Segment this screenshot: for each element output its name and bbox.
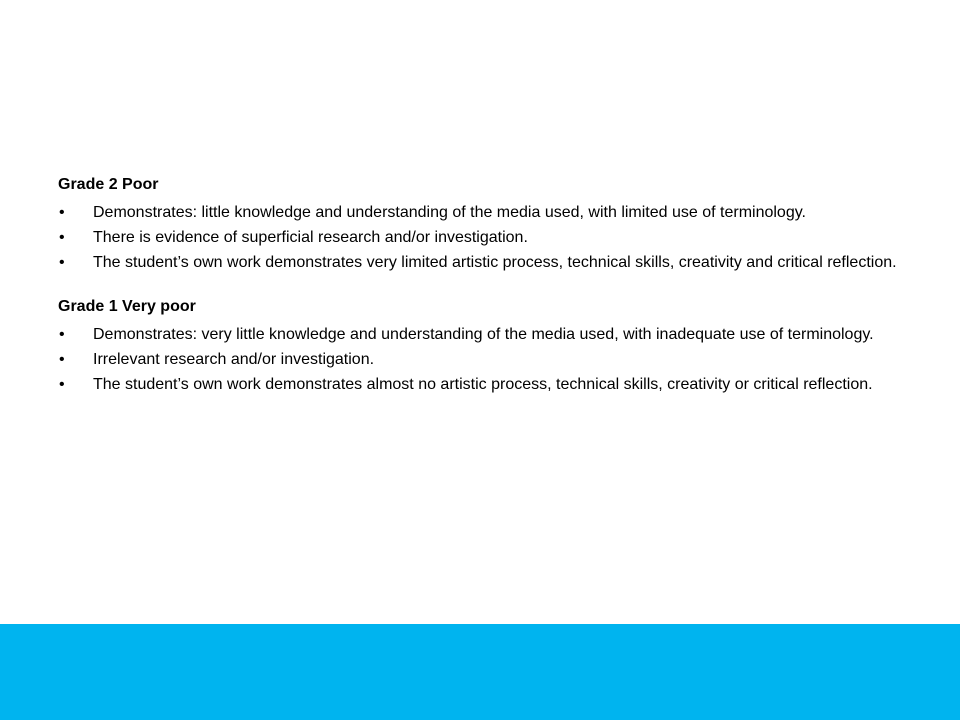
bullet-item — [58, 202, 918, 224]
bullet-icon: • — [59, 254, 65, 271]
bullet-item — [58, 374, 918, 396]
grade-1-bullet-list — [58, 324, 918, 396]
bullet-item — [58, 227, 918, 249]
grade-2-heading: Grade 2 Poor — [58, 176, 159, 193]
grade-1-section — [58, 296, 918, 396]
grade-2-section — [58, 174, 918, 274]
bullet-icon: • — [59, 229, 65, 246]
grade-2-bullet-list — [58, 202, 918, 274]
slide-content — [58, 174, 918, 399]
bullet-icon: • — [59, 351, 65, 368]
bullet-text: Demonstrates: little knowledge and understanding of the media used, with limited use of terminology. — [93, 204, 806, 221]
bullet-text: Demonstrates: very little knowledge and understanding of the media used, with inadequate use of terminology. — [93, 326, 874, 343]
bullet-text: There is evidence of superficial research and/or investigation. — [93, 229, 528, 246]
bullet-item — [58, 324, 918, 346]
bullet-icon: • — [59, 204, 65, 221]
bullet-icon: • — [59, 376, 65, 393]
bullet-item — [58, 349, 918, 371]
footer-bar — [0, 624, 960, 720]
bullet-item — [58, 252, 918, 274]
bullet-icon: • — [59, 326, 65, 343]
bullet-text: Irrelevant research and/or investigation. — [93, 351, 375, 368]
grade-1-heading: Grade 1 Very poor — [58, 298, 196, 315]
bullet-text: The student’s own work demonstrates almost no artistic process, technical skills, creativity or critical reflection. — [93, 376, 873, 393]
bullet-text: The student’s own work demonstrates very limited artistic process, technical skills, creativity and critical reflection. — [93, 254, 897, 271]
